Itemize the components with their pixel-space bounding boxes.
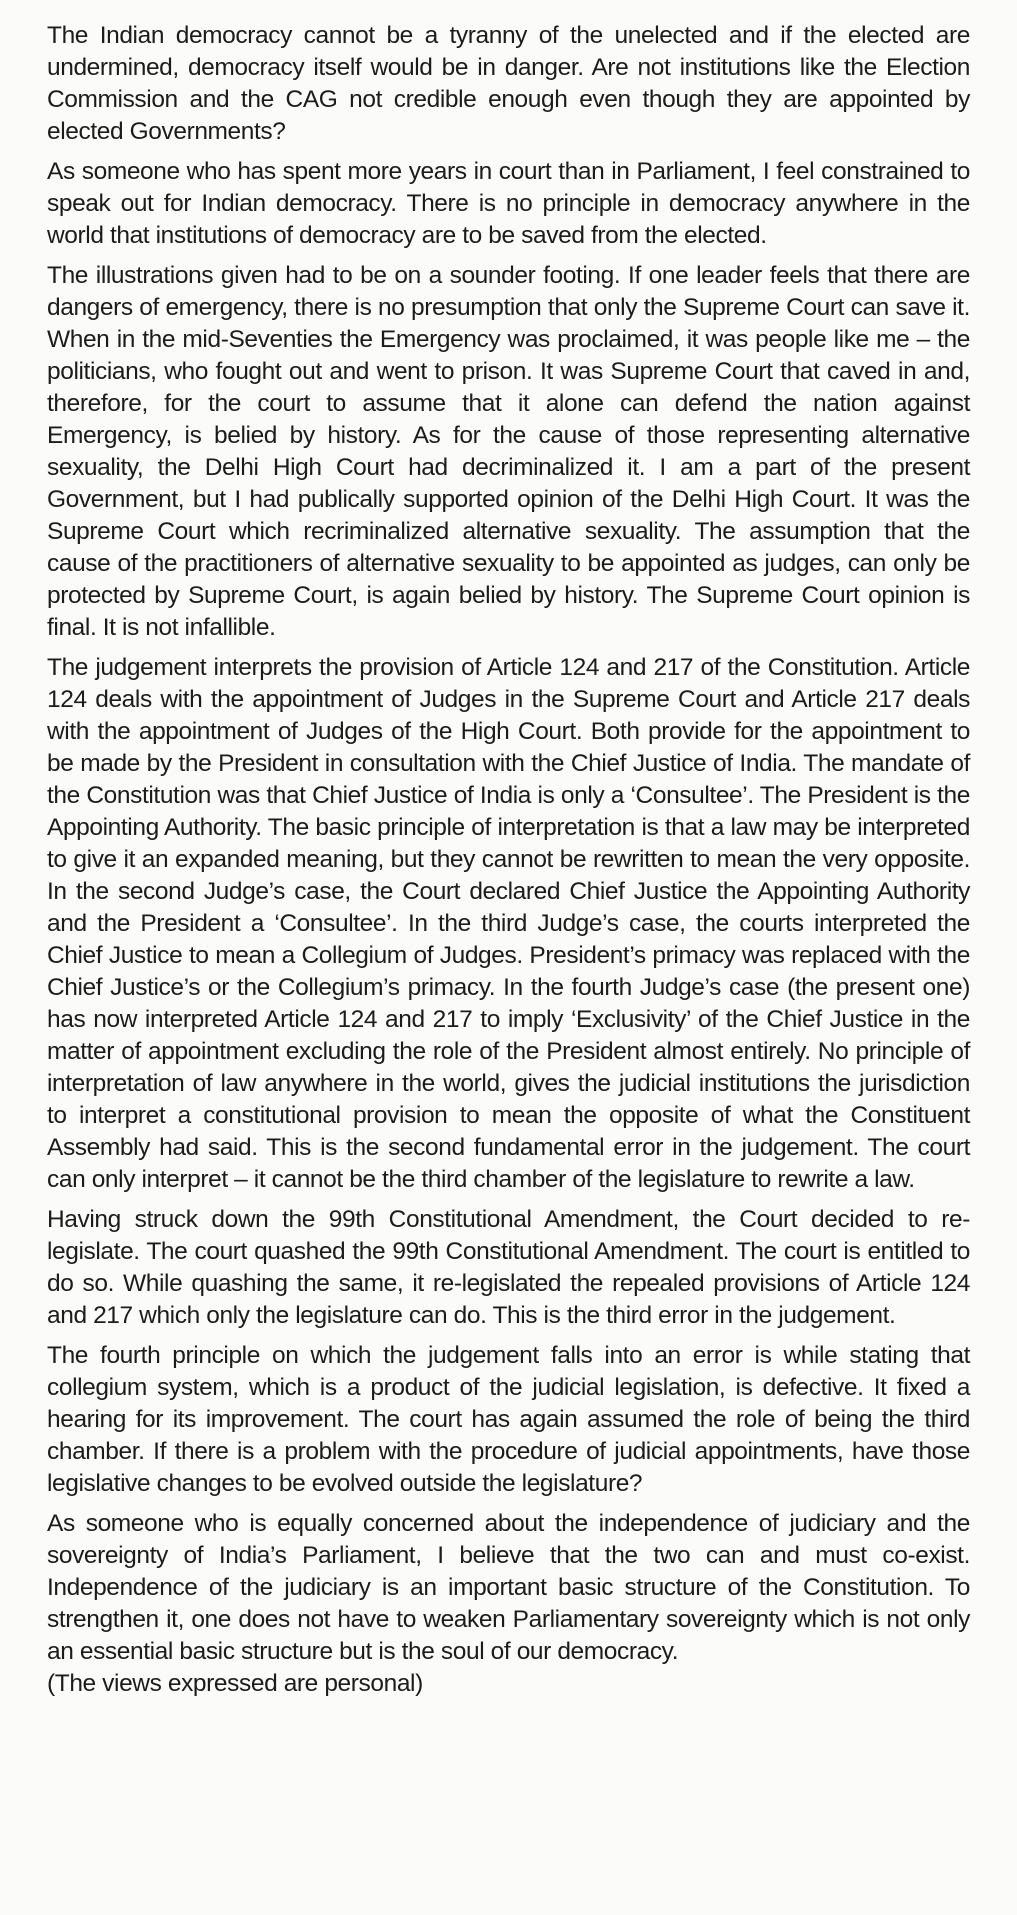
paragraph-fourth-principle: The fourth principle on which the judgement falls into an error is while stating that collegium system, which is a product of the judicial legislation, is defective. It fixed a hearing for its improvement. The court has again assumed the role of being the third chamber. If there is a problem with the procedure of judicial appointments, have those legislative changes to be evolved outside the legislature? xyxy=(47,1342,970,1497)
paragraph-illustrations: The illustrations given had to be on a sounder footing. If one leader feels that there are dangers of emergency, there is no presumption that only the Supreme Court can save it. When in the mid-Seventies the Emergency was proclaimed, it was people like me – the politicians, who fought out and went to prison. It was Supreme Court that caved in and, therefore, for the court to assume that it alone can defend the nation against Emergency, is belied by history. As for the cause of those representing alternative sexuality, the Delhi High Court had decriminalized it. I am a part of the present Government, but I had publically supported opinion of the Delhi High Court. It was the Supreme Court which recriminalized alternative sexuality. The assumption that the cause of the practitioners of alternative sexuality to be appointed as judges, can only be protected by Supreme Court, is again belied by history. The Supreme Court opinion is final. It is not infallible. xyxy=(47,262,970,641)
paragraph-speak-out: As someone who has spent more years in court than in Parliament, I feel constrained to speak out for Indian democracy. There is no principle in democracy anywhere in the world that institutions of democracy are to be saved from the elected. xyxy=(47,158,970,249)
paragraph-coexist: As someone who is equally concerned about the independence of judiciary and the sovereignty of India’s Parliament, I believe that the two can and must co-exist. Independence of the judiciary is an important basic structure of the Constitution. To strengthen it, one does not have to weaken Parliamentary sovereignty which is not only an essential basic structure but is the soul of our democracy. xyxy=(47,1510,970,1665)
paragraph-99th-amendment: Having struck down the 99th Constitutional Amendment, the Court decided to re-legislate. The court quashed the 99th Constitutional Amendment. The court is entitled to do so. While quashing the same, it re-legislated the repealed provisions of Article 124 and 217 which only the legislature can do. This is the third error in the judgement. xyxy=(47,1206,970,1329)
paragraph-democracy-tyranny: The Indian democracy cannot be a tyranny of the unelected and if the elected are undermined, democracy itself would be in danger. Are not institutions like the Election Commission and the CAG not credible enough even though they are appointed by elected Governments? xyxy=(47,22,970,145)
paragraph-judgement-articles: The judgement interprets the provision of Article 124 and 217 of the Constitution. Article 124 deals with the appointment of Judges in the Supreme Court and Article 217 deals with the appointment of Judges of the High Court. Both provide for the appointment to be made by the President in consultation with the Chief Justice of India. The mandate of the Constitution was that Chief Justice of India is only a ‘Consultee’. The President is the Appointing Authority. The basic principle of interpretation is that a law may be interpreted to give it an expanded meaning, but they cannot be rewritten to mean the very opposite. In the second Judge’s case, the Court declared Chief Justice the Appointing Authority and the President a ‘Consultee’. In the third Judge’s case, the courts interpreted the Chief Justice to mean a Collegium of Judges. President’s primacy was replaced with the Chief Justice’s or the Collegium’s primacy. In the fourth Judge’s case (the present one) has now interpreted Article 124 and 217 to imply ‘Exclusivity’ of the Chief Justice in the matter of appointment excluding the role of the President almost entirely. No principle of interpretation of law anywhere in the world, gives the judicial institutions the jurisdiction to interpret a constitutional provision to mean the opposite of what the Constituent Assembly had said. This is the second fundamental error in the judgement. The court can only interpret – it cannot be the third chamber of the legislature to rewrite a law. xyxy=(47,654,970,1193)
attribution-line: (The views expressed are personal) xyxy=(47,1670,423,1697)
